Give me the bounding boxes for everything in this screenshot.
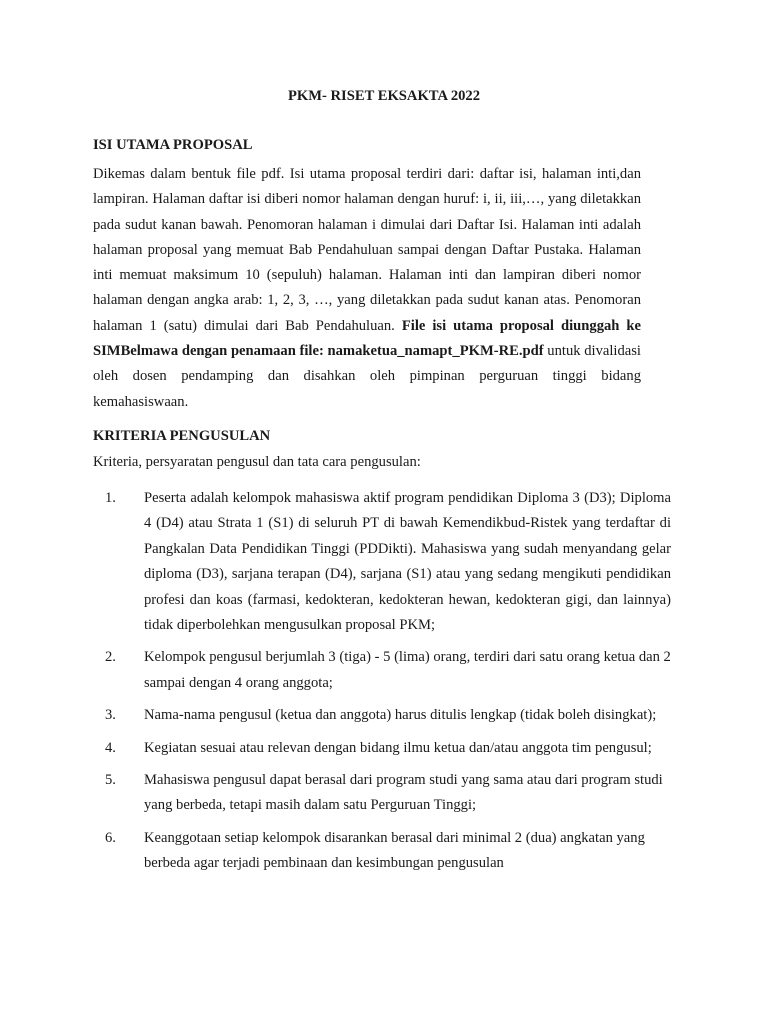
list-item-text: Mahasiswa pengusul dapat berasal dari program studi yang sama atau dari program studi yang berbeda, tetapi masih dalam satu Perguruan Tinggi; — [144, 772, 663, 814]
paragraph-text: Dikemas dalam bentuk file pdf. Isi utama proposal terdiri dari: daftar isi, halaman inti,dan lampiran. Halaman daftar isi diberi nomor halaman dengan huruf: i, ii, iii,…, yang diletakkan pada sudut kanan bawah. Penomoran halaman i dimulai dari Daftar Isi. Halaman inti adalah halaman proposal yang memuat Bab Pendahuluan sampai dengan Daftar Pustaka. Halaman inti memuat maksimum 10 (sepuluh) halaman. Halaman inti dan lampiran diberi nomor halaman dengan angka arab: 1, 2, 3, …, yang diletakkan pada sudut kanan atas. Penomoran halaman 1 (satu) dimulai dari Bab Pendahuluan. — [93, 166, 641, 334]
list-item-number: 5. — [105, 772, 116, 789]
list-item — [93, 486, 671, 638]
list-item — [93, 768, 671, 819]
section-intro-kriteria: Kriteria, persyaratan pengusul dan tata cara pengusulan: — [93, 454, 421, 470]
list-item — [93, 703, 671, 728]
list-item-text: Nama-nama pengusul (ketua dan anggota) harus ditulis lengkap (tidak boleh disingkat); — [144, 707, 657, 724]
paragraph-bold-text: File isi utama proposal diunggah ke SIMBelmawa dengan penamaan file: namaketua_namapt_PKM-RE.pdf — [93, 317, 642, 360]
list-item-text: Kegiatan sesuai atau relevan dengan bidang ilmu ketua dan/atau anggota tim pengusul; — [144, 739, 652, 756]
list-item-text: Keanggotaan setiap kelompok disarankan berasal dari minimal 2 (dua) angkatan yang berbeda agar terjadi pembinaan dan kesimbungan pengusulan — [144, 829, 645, 872]
list-item — [93, 736, 671, 761]
paragraph-tail-text: untuk divalidasi oleh dosen pendamping dan disahkan oleh pimpinan perguruan tinggi bidang kemahasiswaan. — [93, 343, 641, 410]
section-paragraph-isi-utama — [93, 162, 641, 415]
list-item-text: Peserta adalah kelompok mahasiswa aktif program pendidikan Diploma 3 (D3); Diploma 4 (D4) atau Strata 1 (S1) di seluruh PT di bawah Kemendikbud-Ristek yang terdaftar di Pangkalan Data Pendidikan Tinggi (PDDikti). Mahasiswa yang sudah menyandang gelar diploma (D3), sarjana terapan (D4), sarjana (S1) atau yang sedang mengikuti pendidikan profesi dan koas (farmasi, kedokteran, kedokteran hewan, kedokteran gigi, dan lainnya) tidak diperbolehkan mengusulkan proposal PKM; — [144, 490, 671, 634]
list-item — [93, 645, 671, 696]
section-heading-kriteria: KRITERIA PENGUSULAN — [93, 428, 271, 444]
list-item-number: 2. — [105, 649, 116, 666]
list-item-text: Kelompok pengusul berjumlah 3 (tiga) - 5 (lima) orang, terdiri dari satu orang ketua dan 2 sampai dengan 4 orang anggota; — [144, 649, 671, 691]
list-item — [93, 826, 671, 877]
list-item-number: 3. — [105, 707, 116, 724]
section-heading-isi-utama: ISI UTAMA PROPOSAL — [93, 137, 253, 153]
list-item-number: 6. — [105, 829, 116, 846]
document-title: PKM- RISET EKSAKTA 2022 — [287, 88, 481, 104]
list-item-number: 4. — [105, 739, 116, 756]
list-item-number: 1. — [105, 490, 116, 506]
criteria-list — [93, 486, 671, 884]
